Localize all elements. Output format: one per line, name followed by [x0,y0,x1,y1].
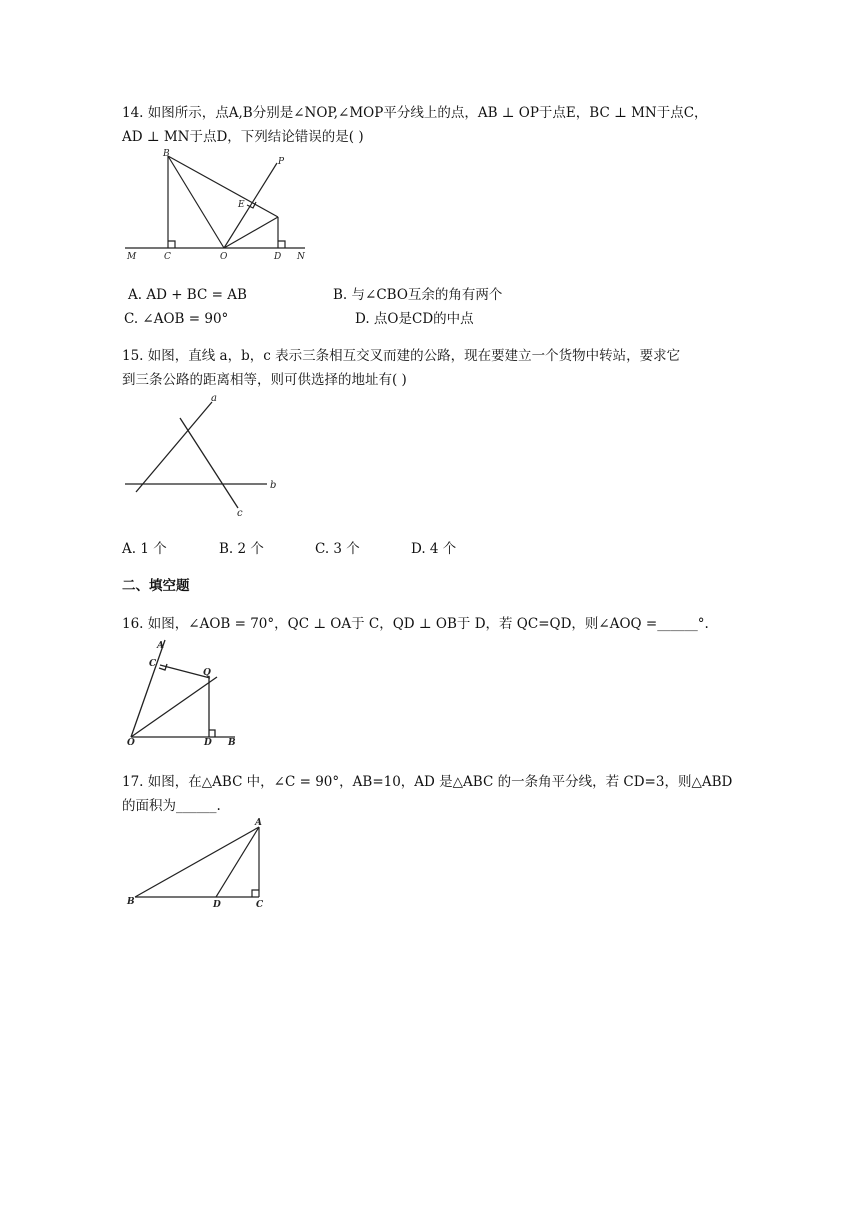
label-road-a: a [211,393,217,404]
label-d: D [213,900,221,910]
right-angle-c [252,890,259,897]
q14-stem-line2: AD ⊥ MN于点D，下列结论错误的是( ) [122,129,364,145]
label-c: C [164,252,171,262]
q14-option-a: A. AD + BC = AB [128,287,247,303]
label-a: A [157,641,164,651]
label-b: B [163,149,170,159]
q14-option-c: C. ∠AOB = 90° [124,311,229,327]
q14-option-b: B. 与∠CBO互余的角有两个 [333,287,503,303]
label-o: O [220,252,228,262]
label-a: A [255,818,262,828]
q15-option-c: C. 3 个 [315,541,360,557]
q15-stem-line2: 到三条公路的距离相等，则可供选择的地址有( ) [122,372,407,388]
label-c: C [149,659,157,669]
segment-ab [135,827,259,897]
q15-option-a: A. 1 个 [122,541,167,557]
label-road-c: c [237,508,243,519]
label-o: O [127,738,135,748]
section-title-fill-in: 二、填空题 [122,578,190,594]
q16-stem: 16. 如图，∠AOB = 70°，QC ⊥ OA于 C，QD ⊥ OB于 D，若 QC=QD，则∠AOQ =______°. [122,616,709,632]
label-d: D [204,738,212,748]
q15-option-d: D. 4 个 [411,541,457,557]
q17-stem-line2: 的面积为______. [122,798,221,814]
q15-stem-line1: 15. 如图，直线 a，b，c 表示三条相互交叉而建的公路，现在要建立一个货物中转站，要求它 [122,348,681,364]
segment-ad [216,827,259,897]
label-b: B [228,738,236,748]
label-p: P [278,157,285,167]
label-n: N [297,252,305,262]
label-q: Q [203,668,211,678]
label-e: E [238,200,245,210]
q15-option-b: B. 2 个 [219,541,264,557]
q14-stem-line1: 14. 如图所示，点A,B分别是∠NOP,∠MOP平分线上的点，AB ⊥ OP于点E，BC ⊥ MN于点C， [122,105,708,121]
label-c: C [256,900,264,910]
label-road-b: b [270,480,277,491]
q17-stem-line1: 17. 如图，在△ABC 中，∠C = 90°，AB=10，AD 是△ABC 的一条角平分线，若 CD=3，则△ABD [122,774,733,790]
label-b: B [127,897,135,907]
label-d: D [274,252,282,262]
label-m: M [127,252,137,262]
q14-option-d: D. 点O是CD的中点 [355,311,474,327]
